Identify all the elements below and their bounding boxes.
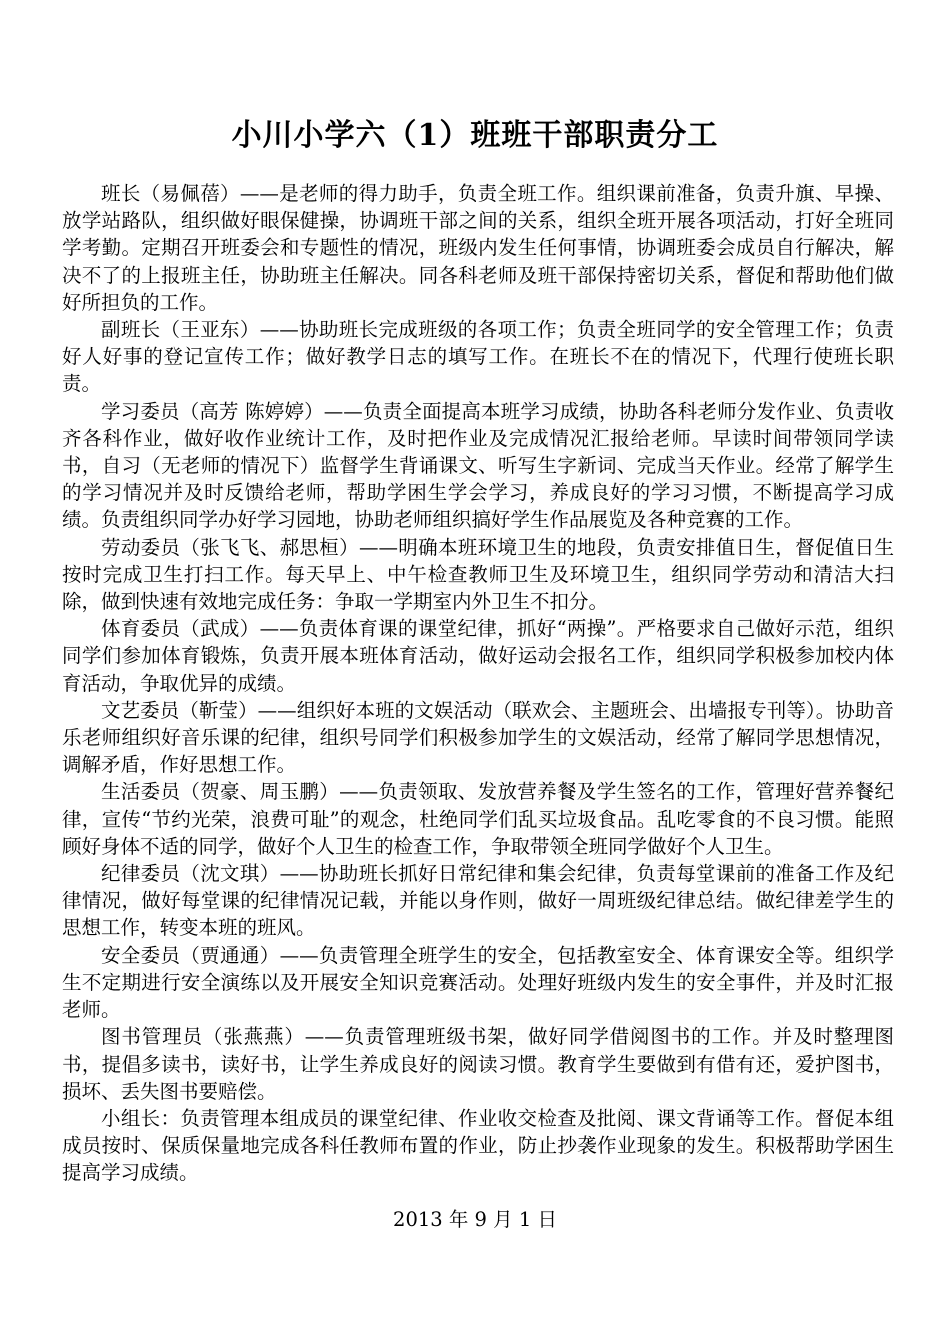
document-title: 小川小学六（1）班班干部职责分工	[231, 118, 719, 153]
paragraph-discipline-committee: 纪律委员（沈文琪）——协助班长抓好日常纪律和集会纪律，负责每堂课前的准备工作及纪律情况，做好每堂课的纪律情况记载，并能以身作则，做好一周班级纪律总结。做纪律差学生的思想工作，转变本班的班风。	[62, 862, 894, 940]
paragraph-vice-monitor: 副班长（王亚东）——协助班长完成班级的各项工作；负责全班同学的安全管理工作；负责好人好事的登记宣传工作；做好教学日志的填写工作。在班长不在的情况下，代理行使班长职责。	[62, 318, 894, 396]
document-body	[62, 180, 894, 1187]
paragraph-group-leader: 小组长：负责管理本组成员的课堂纪律、作业收交检查及批阅、课文背诵等工作。督促本组成员按时、保质保量地完成各科任教师布置的作业，防止抄袭作业现象的发生。积极帮助学困生提高学习成绩。	[62, 1106, 894, 1185]
paragraph-monitor: 班长（易佩蓓）——是老师的得力助手，负责全班工作。组织课前准备，负责升旗、早操、放学站路队，组织做好眼保健操，协调班干部之间的关系，组织全班开展各项活动，打好全班同学考勤。定期召开班委会和专题性的情况，班级内发生任何事情，协调班委会成员自行解决，解决不了的上报班主任，协助班主任解决。同各科老师及班干部保持密切关系，督促和帮助他们做好所担负的工作。	[62, 182, 894, 314]
paragraph-librarian: 图书管理员（张燕燕）——负责管理班级书架，做好同学借阅图书的工作。并及时整理图书，提倡多读书，读好书，让学生养成良好的阅读习惯。教育学生要做到有借有还，爱护图书，损坏、丢失图书要赔偿。	[62, 1025, 894, 1103]
paragraph-labor-committee: 劳动委员（张飞飞、郝思桓）——明确本班环境卫生的地段，负责安排值日生，督促值日生按时完成卫生打扫工作。每天早上、中午检查教师卫生及环境卫生，组织同学劳动和清洁大扫除，做到快速有效地完成任务：争取一学期室内外卫生不扣分。	[62, 535, 894, 614]
paragraph-sports-committee: 体育委员（武成）——负责体育课的课堂纪律，抓好“两操”。严格要求自己做好示范，组织同学们参加体育锻炼，负责开展本班体育活动，做好运动会报名工作，组织同学积极参加校内体育活动，争取优异的成绩。	[62, 617, 894, 695]
paragraph-safety-committee: 安全委员（贾通通）——负责管理全班学生的安全，包括教室安全、体育课安全等。组织学生不定期进行安全演练以及开展安全知识竞赛活动。处理好班级内发生的安全事件，并及时汇报老师。	[62, 943, 894, 1022]
document-date: 2013 年 9 月 1 日	[393, 1208, 557, 1231]
paragraph-life-committee: 生活委员（贺豪、周玉鹏）——负责领取、发放营养餐及学生签名的工作，管理好营养餐纪律，宣传“节约光荣，浪费可耻”的观念，杜绝同学们乱买垃圾食品。乱吃零食的不良习惯。能照顾好身体不适的同学，做好个人卫生的检查工作，争取带领全班同学做好个人卫生。	[62, 780, 894, 858]
paragraph-study-committee: 学习委员（高芳 陈婷婷）——负责全面提高本班学习成绩，协助各科老师分发作业、负责收齐各科作业，做好收作业统计工作，及时把作业及完成情况汇报给老师。早读时间带领同学读书，自习（无老师的情况下）监督学生背诵课文、听写生字新词、完成当天作业。经常了解学生的学习情况并及时反馈给老师，帮助学困生学会学习，养成良好的学习习惯，不断提高学习成绩。负责组织同学办好学习园地，协助老师组织搞好学生作品展览及各种竞赛的工作。	[62, 399, 894, 532]
paragraph-arts-committee: 文艺委员（靳莹）——组织好本班的文娱活动（联欢会、主题班会、出墙报专刊等）。协助音乐老师组织好音乐课的纪律，组织号同学们积极参加学生的文娱活动，经常了解同学思想情况，调解矛盾，作好思想工作。	[62, 698, 894, 777]
